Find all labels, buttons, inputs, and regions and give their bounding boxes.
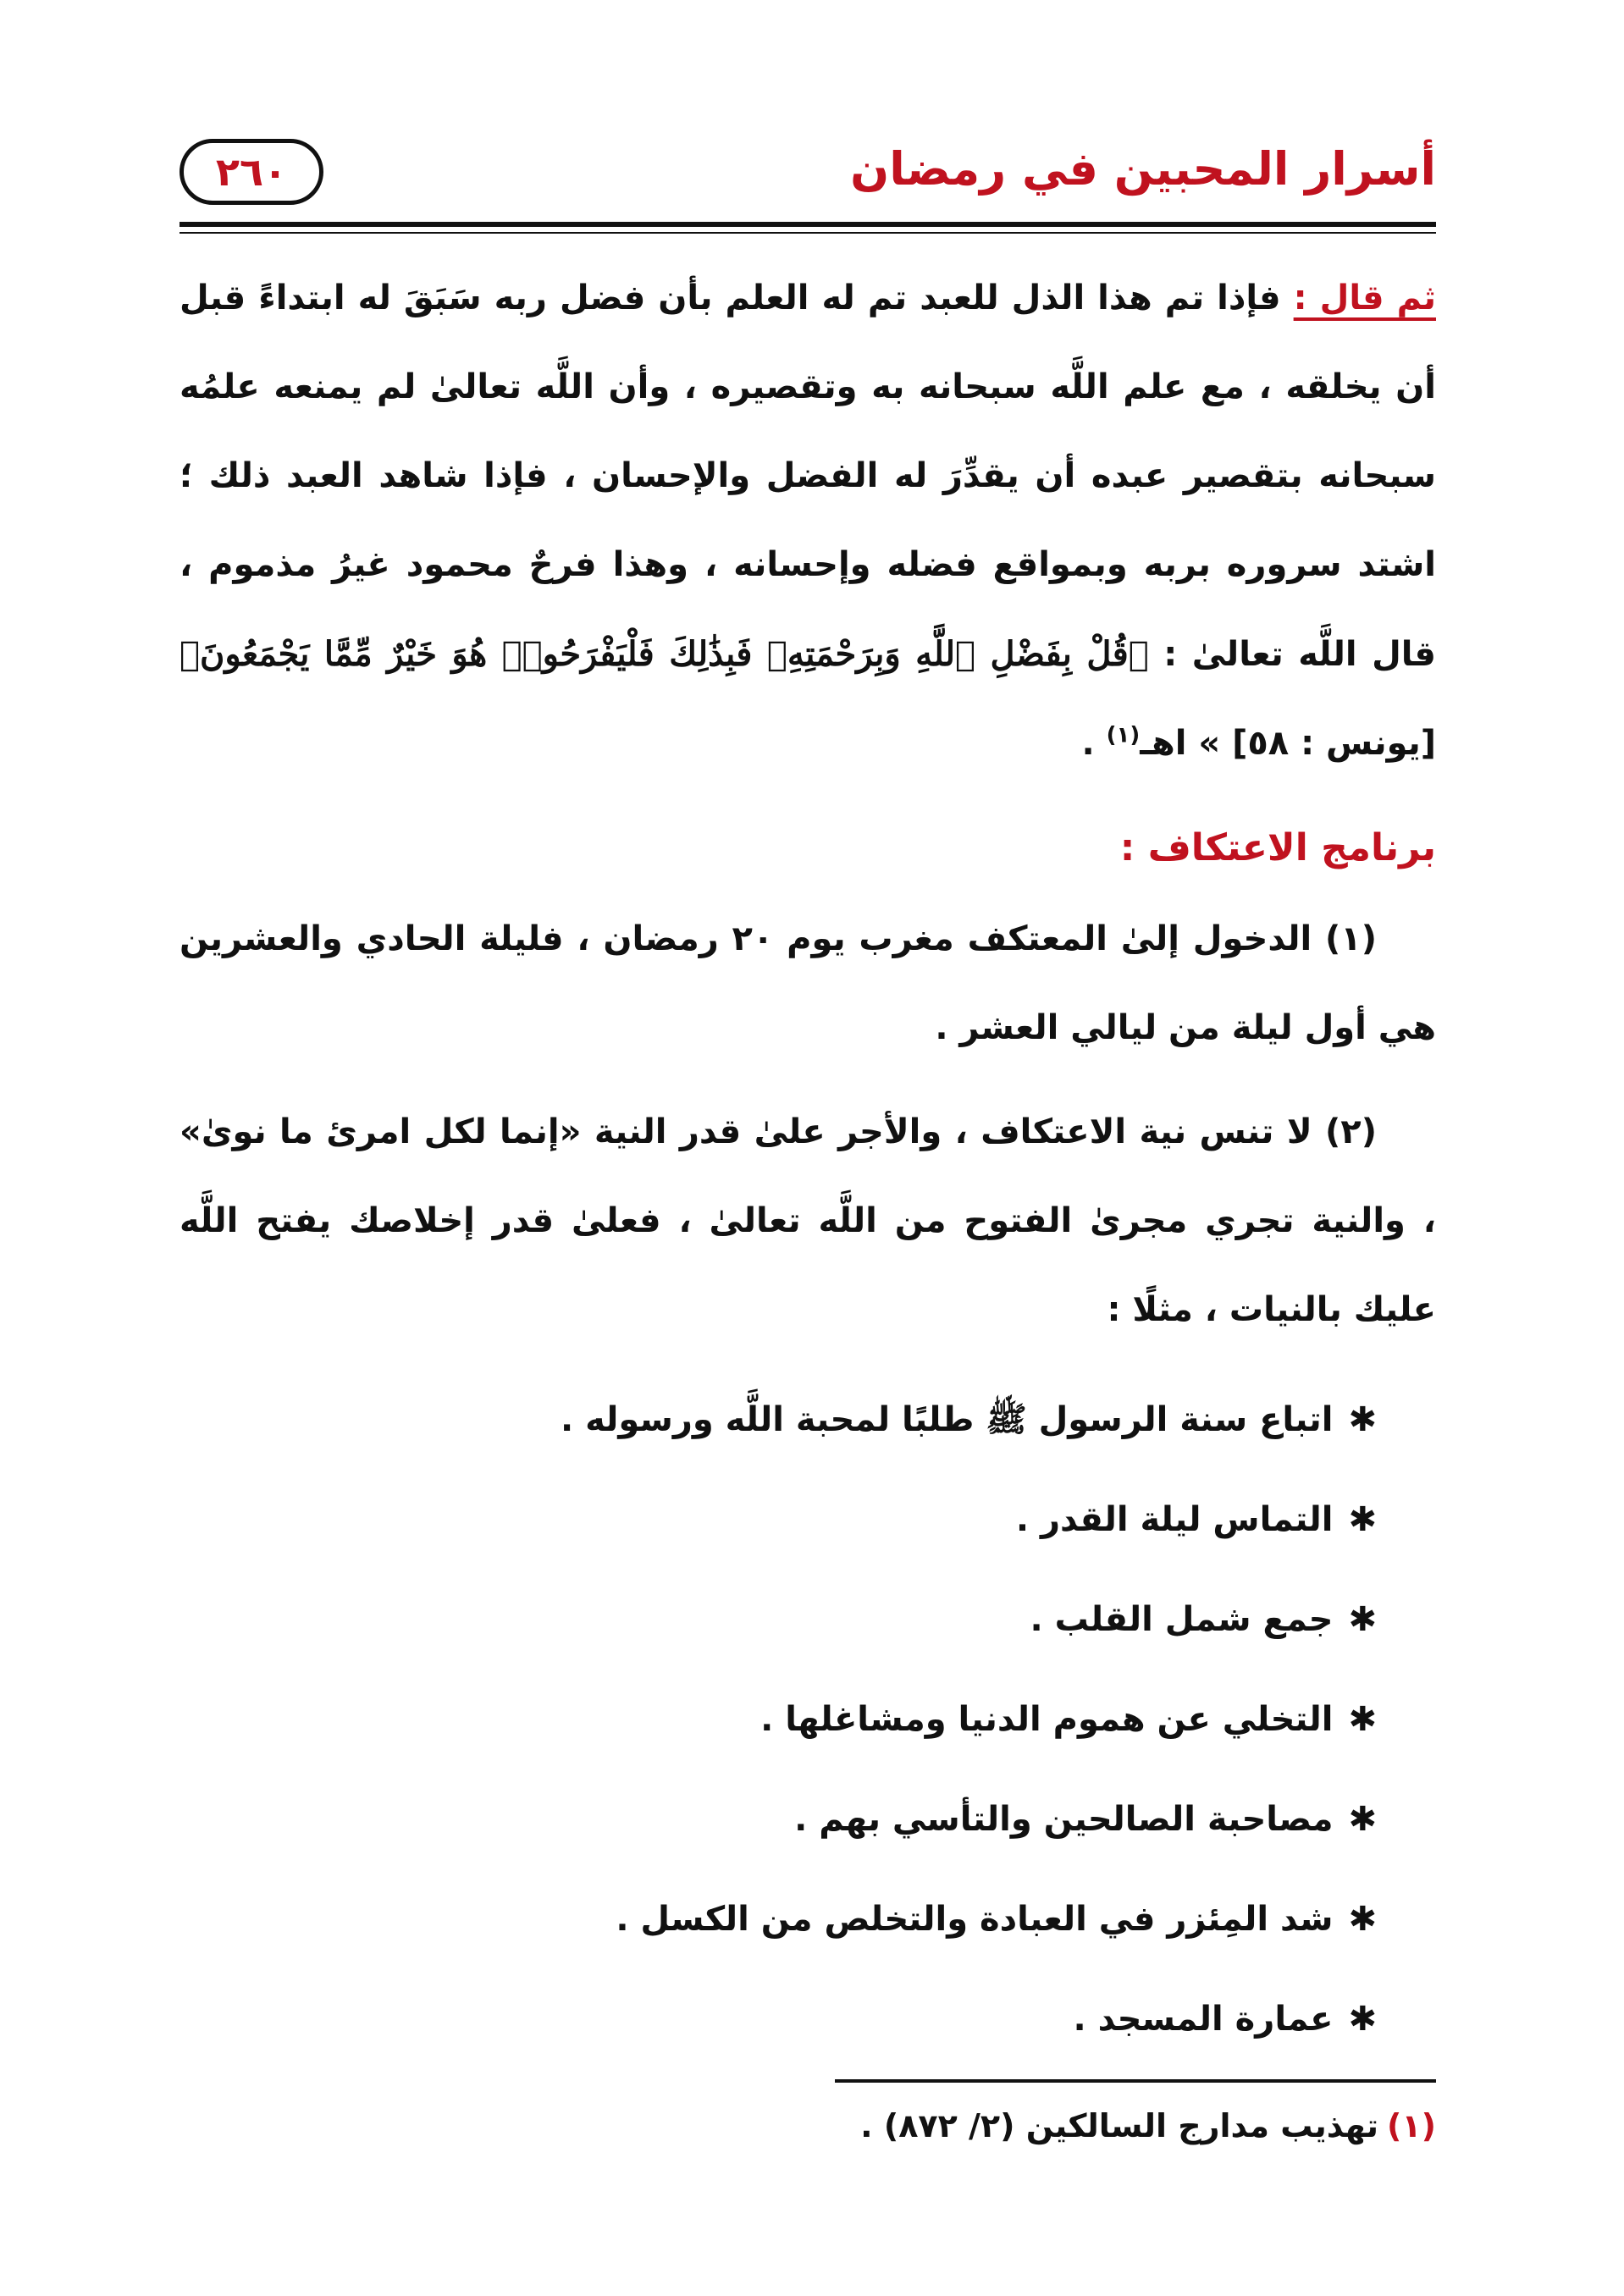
footnote-marker: (١) xyxy=(1387,2107,1436,2144)
list-item-text: جمع شمل القلب . xyxy=(1030,1600,1334,1639)
header-rule-thin xyxy=(180,232,1436,234)
header-rule-thick xyxy=(180,222,1436,227)
asterisk-bullet-icon: ✱ xyxy=(1348,1400,1377,1439)
list-item-text: التماس ليلة القدر . xyxy=(1015,1500,1334,1539)
list-item-text: اتباع سنة الرسول ﷺ طلبًا لمحبة اللَّه ورسوله . xyxy=(561,1400,1334,1439)
asterisk-bullet-icon: ✱ xyxy=(1348,1500,1377,1539)
asterisk-bullet-icon: ✱ xyxy=(1348,1800,1377,1839)
footnote-reference[interactable]: (١) xyxy=(1106,722,1141,748)
asterisk-bullet-icon: ✱ xyxy=(1348,2000,1377,2039)
list-item xyxy=(180,1570,1377,1670)
page-body xyxy=(180,254,1436,2069)
list-item xyxy=(180,1470,1377,1570)
list-item xyxy=(180,1370,1377,1470)
asterisk-bullet-icon: ✱ xyxy=(1348,1900,1377,1939)
verse-citation: [يونس : ٥٨] » اهـ xyxy=(1140,724,1436,763)
list-item xyxy=(180,1769,1377,1869)
list-item xyxy=(180,1670,1377,1769)
asterisk-bullet-icon: ✱ xyxy=(1348,1600,1377,1639)
list-item-text: شد المِئزر في العبادة والتخلص من الكسل . xyxy=(616,1900,1334,1939)
footnote-text: تهذيب مدارج السالكين (٢/ ٨٧٢) . xyxy=(860,2107,1379,2144)
numbered-paragraph-2: (٢) لا تنس نية الاعتكاف ، والأجر علىٰ قدر النية «إنما لكل امرئ ما نوىٰ» ، والنية تجري مجرىٰ الفتوح من اللَّه تعالىٰ ، فعلىٰ قدر إخلاصك يفتح اللَّه عليك بالنيات ، مثلًا : xyxy=(180,1112,1436,1329)
list-item xyxy=(180,1869,1377,1969)
page-number: ٢٦٠ xyxy=(215,149,288,195)
intro-text: فإذا تم هذا الذل للعبد تم له العلم بأن فضل ربه سَبَقَ له ابتداءً قبل أن يخلقه ، مع علم اللَّه سبحانه به وتقصيره ، وأن اللَّه تعالىٰ لم يمنعه علمُه سبحانه بتقصير عبده أن يقدِّرَ له الفضل والإحسان ، فإذا شاهد العبد ذلك ؛ اشتد سروره بربه وبمواقع فضله وإحسانه ، وهذا فرحٌ محمود غيرُ مذموم ، قال اللَّه تعالىٰ : xyxy=(180,279,1436,674)
quran-verse: ﴿قُلْ بِفَضْلِ ٱللَّهِ وَبِرَحْمَتِهِۦ فَبِذَٰلِكَ فَلْيَفْرَحُوا۟ هُوَ خَيْرٌ مِّمَّا يَجْمَعُونَ﴾ xyxy=(180,634,1149,674)
intro-lead-in: ثم قال : xyxy=(1293,279,1436,317)
intro-end: . xyxy=(1081,724,1095,763)
list-item-text: التخلي عن هموم الدنيا ومشاغلها . xyxy=(760,1700,1334,1739)
footnote-rule xyxy=(835,2079,1436,2083)
intentions-list xyxy=(180,1370,1436,2069)
asterisk-bullet-icon: ✱ xyxy=(1348,1700,1377,1739)
numbered-paragraph-1: (١) الدخول إلىٰ المعتكف مغرب يوم ٢٠ رمضان ، فليلة الحادي والعشرين هي أول ليلة من ليالي العشر . xyxy=(180,919,1436,1047)
footnote xyxy=(860,2096,1436,2155)
list-item-text: مصاحبة الصالحين والتأسي بهم . xyxy=(794,1800,1334,1839)
book-title: أسرار المحبين في رمضان xyxy=(850,142,1436,196)
section-heading: برنامج الاعتكاف : xyxy=(1119,826,1436,869)
list-item-text: عمارة المسجد . xyxy=(1073,2000,1334,2039)
list-item xyxy=(180,1969,1377,2069)
page-number-badge xyxy=(180,139,323,205)
page-header xyxy=(180,127,1436,216)
intro-paragraph xyxy=(180,254,1436,788)
